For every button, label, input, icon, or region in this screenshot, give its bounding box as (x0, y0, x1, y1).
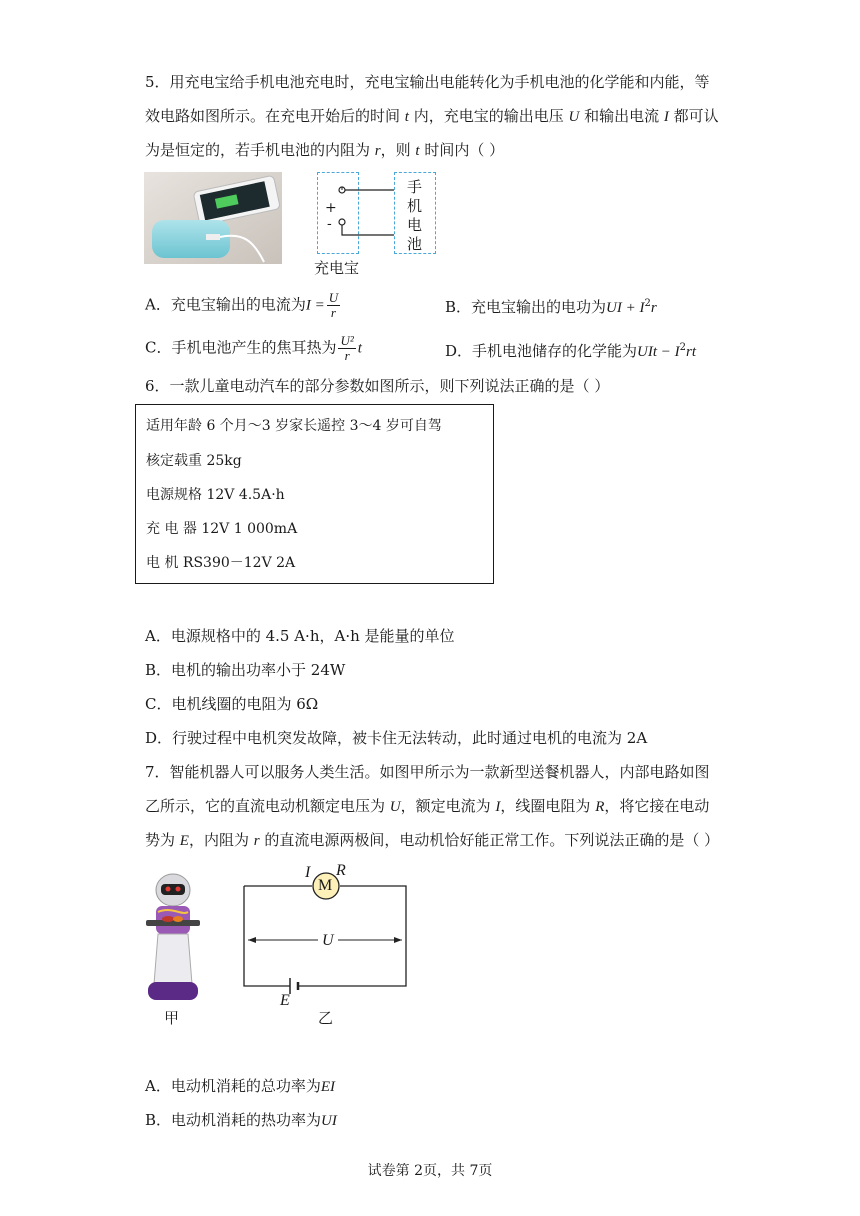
robot-picture (142, 872, 204, 1004)
positive-terminal: + (325, 200, 337, 216)
q5-stem-line2: 效电路如图所示。在充电开始后的时间 t 内，充电宝的输出电压 U 和输出电流 I 都可认 (145, 107, 719, 125)
q6-option-b: B．电机的输出功率小于 24W (145, 661, 346, 679)
q5-circuit-wires (300, 170, 460, 260)
q6-option-a: A．电源规格中的 4.5 A·h，A·h 是能量的单位 (145, 627, 455, 645)
negative-terminal: - (327, 216, 332, 232)
spec-row-motor: 电 机 RS390－12V 2A (146, 555, 296, 571)
spec-row-age: 适用年龄 6 个月～3 岁家长遥控 3～4 岁可自驾 (146, 418, 442, 434)
q7-option-b: B．电动机消耗的热功率为UI (145, 1111, 337, 1129)
motor-symbol: M (318, 877, 333, 894)
battery-label: 手机电池 (407, 178, 423, 253)
q6-option-c: C．电机线圈的电阻为 6Ω (145, 695, 319, 713)
q5-stem-line3: 为是恒定的，若手机电池的内阻为 r，则 t 时间内（ ） (145, 141, 505, 159)
label-jia: 甲 (164, 1009, 180, 1027)
spec-row-power: 电源规格 12V 4.5A·h (146, 487, 285, 503)
power-bank-photo (144, 172, 282, 264)
charger-label: 充电宝 (314, 259, 360, 277)
q5-option-b: B．充电宝输出的电功为UI + $I^2r$ (445, 298, 657, 316)
spec-row-charger: 充 电 器 12V 1 000mA (146, 521, 298, 537)
spec-row-load: 核定载重 25kg (146, 453, 242, 469)
q6-stem: 6．一款儿童电动汽车的部分参数如图所示，则下列说法正确的是（ ） (145, 377, 610, 395)
q5-option-d: D．手机电池储存的化学能为UIt − $I^2rt$ (445, 342, 697, 360)
label-emf-E: E (280, 992, 290, 1009)
q7-stem-line1: 7．智能机器人可以服务人类生活。如图甲所示为一款新型送餐机器人，内部电路如图 (145, 763, 710, 781)
q5-option-c: C．手机电池产生的焦耳热为 $\frac{\text{U²}}{r}$ t (145, 333, 362, 363)
q5-stem-line1: 5．用充电宝给手机电池充电时，充电宝输出电能转化为手机电池的化学能和内能，等 (145, 73, 710, 91)
q7-stem-line2: 乙所示，它的直流电动机额定电压为 U，额定电流为 I，线圈电阻为 R，将它接在电动 (145, 797, 710, 815)
label-current-I: I (305, 864, 311, 881)
q7-option-a: A．电动机消耗的总功率为EI (145, 1077, 336, 1095)
label-voltage-U: U (318, 930, 338, 951)
q7-stem-line3: 势为 E，内阻为 r 的直流电源两极间，电动机恰好能正常工作。下列说法正确的是（ ） (145, 831, 720, 849)
page-footer: 试卷第 2页，共 7页 (367, 1163, 493, 1179)
q6-option-d: D．行驶过程中电机突发故障，被卡住无法转动，此时通过电机的电流为 2A (145, 729, 648, 747)
label-yi: 乙 (318, 1009, 334, 1027)
q5-option-a: A．充电宝输出的电流为I = $\frac{U}{r}$ (145, 290, 339, 320)
label-resistance-R: R (336, 862, 346, 879)
